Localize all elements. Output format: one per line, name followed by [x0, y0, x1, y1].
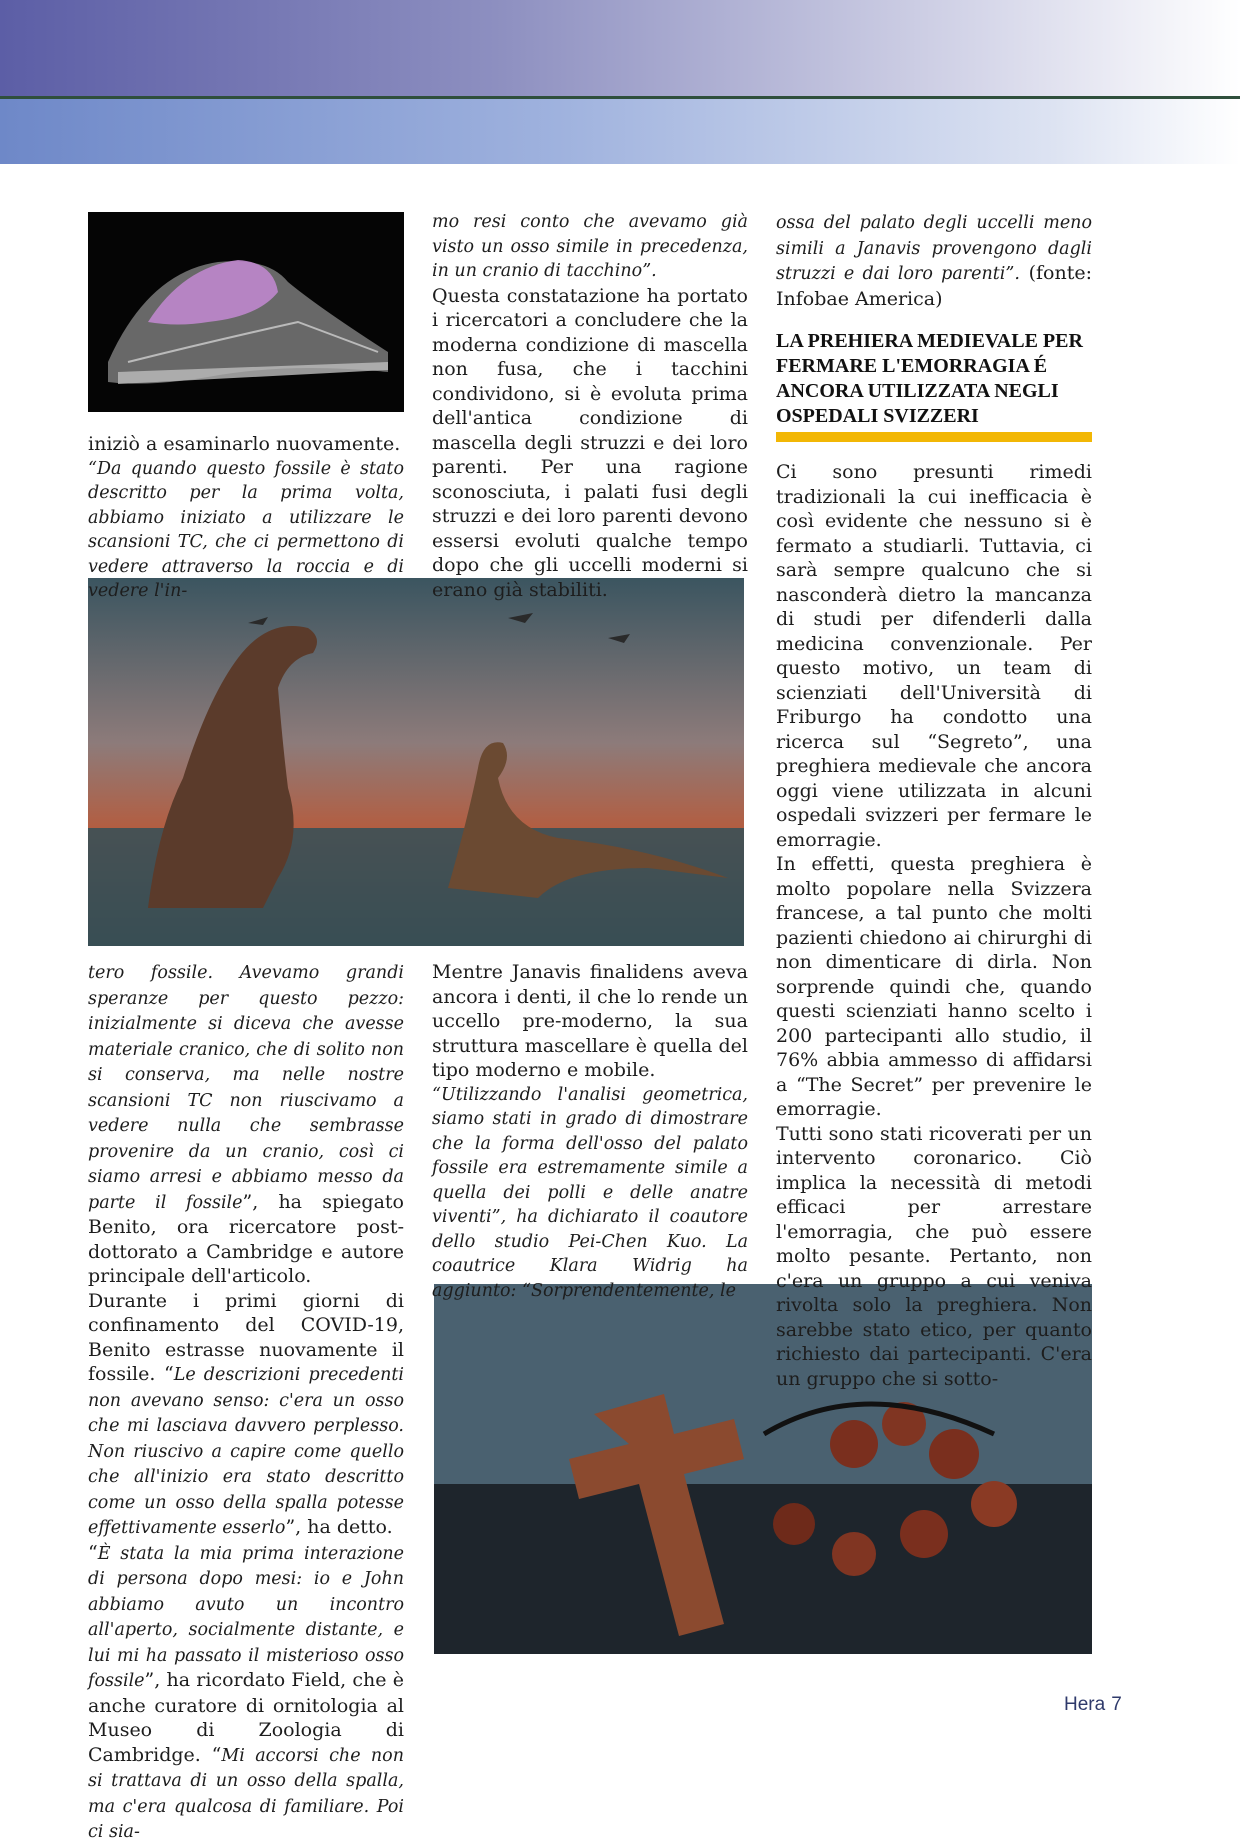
column-1-bottom: [88, 960, 404, 1845]
quote-turkey-skull: mo resi conto che avevamo già visto un osso simile in precedenza, in un cranio di tacchino”.: [432, 212, 748, 281]
page-number: 7: [1111, 1694, 1122, 1715]
paragraph-palate-source: [776, 210, 1092, 311]
page-footer: [1058, 1694, 1122, 1716]
quote-shoulder-bone: Le descrizioni precedenti non avevano senso: c'era un osso che mi lasciava davvero perplesso. Non riuscivo a capire come quello che all'inizio era stato descritto come un osso della spalla potesse effettivamente esserlo: [88, 1365, 404, 1538]
magazine-name: Hera: [1064, 1694, 1106, 1715]
header-gradient-bottom: [0, 99, 1240, 164]
paragraph-jaw-evolution: Questa constatazione ha portato i ricercatori a concludere che la moderna condizione di mascella non fusa, che i tacchini condividono, si è evoluta prima dell'antica condizione di mascella degli struzzi e dei loro parenti. Per una ragione sconosciuta, i palati fusi degli struzzi e dei loro parenti devono essersi evoluti qualche tempo dopo che gli uccelli moderni si erano già stabiliti.: [432, 284, 748, 601]
quote-open-mark: “: [88, 1541, 98, 1564]
column-2-bottom: [432, 960, 748, 1303]
paragraph-covid: Durante i primi giorni di confinamento del COVID-19, Benito estrasse nuovamente il fossile. “: [88, 1289, 404, 1385]
quote-familiar: Mi accorsi che non si trattava di un osso della spalla, ma c'era qualcosa di familiare. Poi ci sia-: [88, 1745, 404, 1842]
quote-ct-scan: “Da quando questo fossile è stato descritto per la prima volta, abbiamo iniziato a utilizzare le scansioni TC, che ci permettono di vedere attraverso la roccia e di vedere l'in-: [88, 458, 404, 601]
header-band: [0, 0, 1240, 164]
column-2-top: [432, 210, 748, 602]
article-heading: LA PREHIERA MEDIEVALE PER FERMARE L'EMORRAGIA É ANCORA UTILIZZATA NEGLI OSPEDALI SVIZZERI: [776, 330, 1083, 427]
heading-accent-rule: [776, 432, 1092, 442]
quote-cranial-material: tero fossile. Avevamo grandi speranze per questo pezzo: inizialmente si diceva che avesse materiale cranico, che di solito non si conserva, ma nelle nostre scansioni TC non riuscivamo a vedere nulla che sembrasse provenire da un cranio, così ci siamo arresi e abbiamo messo da parte il fossile: [88, 963, 404, 1213]
attribution-benito: ”, ha spiegato Benito, ora ricercatore post-dottorato a Cambridge e autore principale dell'articolo.: [88, 1190, 404, 1287]
source-credit: (fonte: Infobae America): [776, 262, 1092, 310]
column-1-top: [88, 432, 404, 604]
paragraph-svizzera: In effetti, questa preghiera è molto popolare nella Svizzera francese, a tal punto che molti pazienti chiedono ai chirurghi di non dimenticare di dirla. Non sorprende quindi che, quando questi scienziati hanno scelto i 200 partecipanti allo studio, il 76% abbia ammesso di affidarsi a “The Secret” per prevenire le emorragie.: [776, 853, 1092, 1120]
paragraph-intro: iniziò a esaminarlo nuovamente.: [88, 433, 401, 455]
skull-ct-scan-image: [88, 212, 404, 412]
column-3: [776, 210, 1092, 429]
attribution-field: ”, ha ricordato Field, che è anche curatore di ornitologia al Museo di Zoologia di Cambridge. “: [88, 1669, 404, 1766]
paragraph-segreto: Ci sono presunti rimedi tradizionali la cui inefficacia è così evidente che nessuno si è fermato a studiarli. Tuttavia, ci sarà sempre qualcuno che si nasconderà dietro la mancanza di studi per difenderli dalla medicina convenzionale. Per questo motivo, un team di scienziati dell'Università di Friburgo ha condotto una ricerca sul “Segreto”, una preghiera medievale che ancora oggi viene utilizzata in alcuni ospedali svizzeri per fermare le emorragie.: [776, 461, 1092, 851]
paragraph-coronary: Tutti sono stati ricoverati per un intervento coronarico. Ciò implica la necessità di metodi efficaci per arrestare l'emorragia, che può essere molto pesante. Pertanto, non c'era un gruppo a cui veniva rivolta solo la preghiera. Non sarebbe stato etico, per quanto richiesto dai partecipanti. C'era un gruppo che si sotto-: [776, 1122, 1092, 1390]
column-3-body: [776, 460, 1092, 1391]
quote-palate-bones: ossa del palato degli uccelli meno simili a Janavis provengono dagli struzzi e dai loro parenti”.: [776, 213, 1092, 284]
quote-geometric-analysis: “Utilizzando l'analisi geometrica, siamo stati in grado di dimostrare che la forma dell'osso del palato fossile era estremamente simile a quella dei polli e delle anatre viventi”, ha dichiarato il coautore dello studio Pei-Chen Kuo. La coautrice Klara Widrig ha aggiunto: “Sorprendentemente, le: [432, 1084, 748, 1301]
quote-first-interaction: È stata la mia prima interazione di persona dopo mesi: io e John abbiamo avuto un incontro all'aperto, socialmente distante, e lui mi ha passato il misterioso osso fossile: [88, 1543, 404, 1691]
header-gradient-top: [0, 0, 1240, 96]
dinosaur-illustration: [88, 578, 744, 946]
attribution-said: ”, ha detto.: [285, 1516, 393, 1538]
paragraph-janavis: Mentre Janavis finalidens aveva ancora i denti, il che lo rende un uccello pre-moderno, la sua struttura mascellare è quella del tipo moderno e mobile.: [432, 961, 748, 1081]
